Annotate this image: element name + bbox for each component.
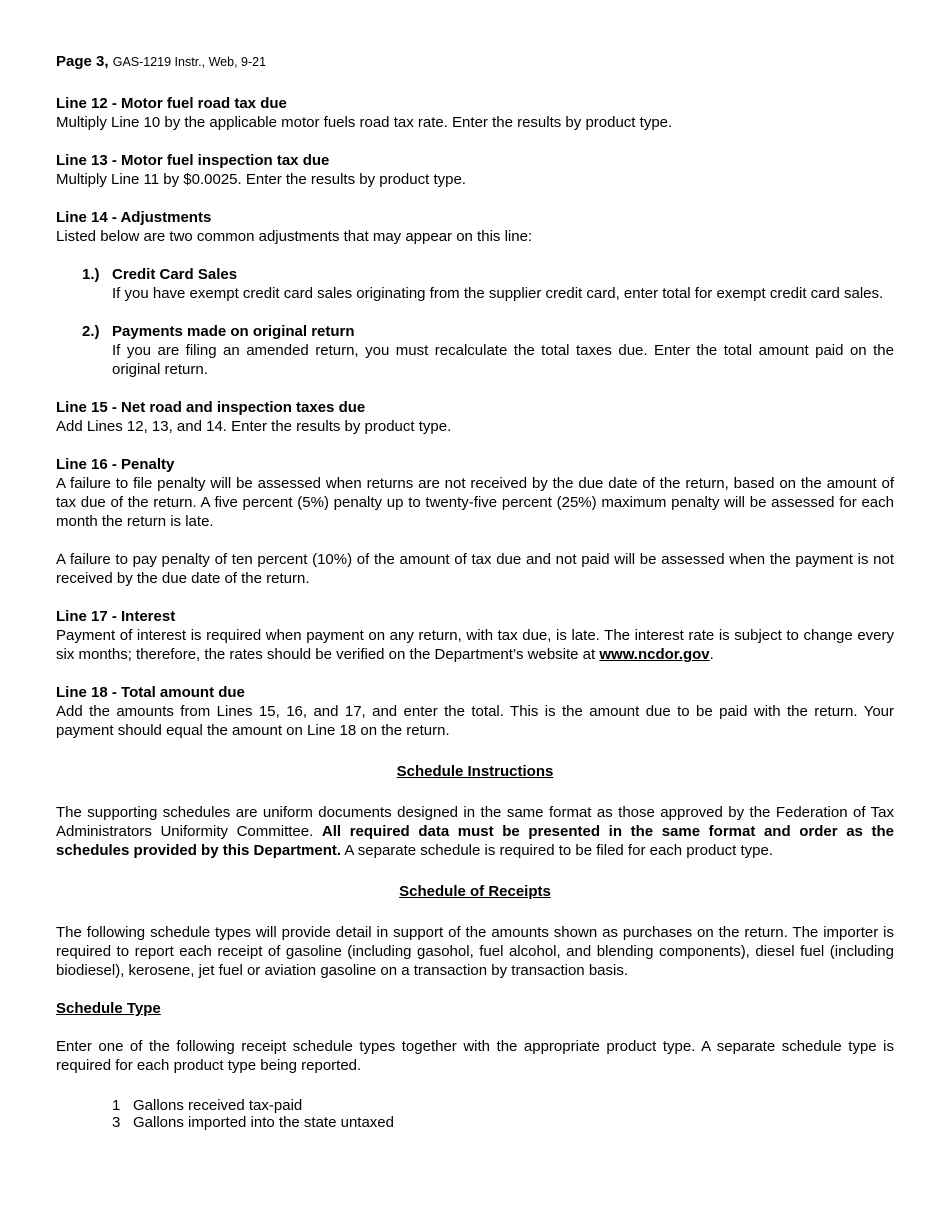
line-18-section <box>56 683 894 740</box>
page-header: Page 3, GAS-1219 Instr., Web, 9-21 <box>56 53 267 70</box>
line-13-section <box>56 151 894 189</box>
adjustments-list <box>82 265 894 379</box>
schedule-instructions-text <box>56 803 894 860</box>
schedule-type-heading: Schedule Type <box>56 1000 161 1017</box>
line-17-section <box>56 607 894 664</box>
list-item <box>82 322 894 379</box>
line-14-text: Listed below are two common adjustments that may appear on this line: <box>56 228 533 245</box>
list-item <box>112 1113 894 1130</box>
schedule-type-number: 1 <box>112 1097 121 1114</box>
line-18-heading: Line 18 - Total amount due <box>56 684 245 701</box>
list-item <box>112 1096 894 1113</box>
list-item <box>82 265 894 303</box>
schedule-instructions-bold-text: All required data must be presented in the same format and order as the schedules provided by this Department. <box>56 823 894 859</box>
page-label: Page 3 <box>56 53 105 70</box>
line-16-heading: Line 16 - Penalty <box>56 456 175 473</box>
schedule-instructions-heading: Schedule Instructions <box>396 763 554 780</box>
schedule-type-text: Enter one of the following receipt schedule types together with the appropriate product type. A separate schedule type is required for each product type being reported. <box>56 1038 894 1074</box>
document-page <box>56 52 894 1130</box>
line-13-heading: Line 13 - Motor fuel inspection tax due <box>56 152 330 169</box>
list-item-title: Payments made on original return <box>112 323 355 340</box>
line-16-paragraph-2: A failure to pay penalty of ten percent (10%) of the amount of tax due and not paid will be assessed when the payment is not received by the due date of the return. <box>56 551 894 587</box>
line-17-heading: Line 17 - Interest <box>56 608 176 625</box>
schedule-instructions-text-body: The supporting schedules are uniform documents designed in the same format as those approved by the Federation of Tax Administrators Uniformity Committee. <box>56 804 894 840</box>
list-item-title: Credit Card Sales <box>112 266 238 283</box>
line-15-heading: Line 15 - Net road and inspection taxes due <box>56 399 366 416</box>
list-item-number: 2.) <box>82 323 100 340</box>
line-16-paragraph-1: A failure to file penalty will be assessed when returns are not received by the due date of the return, based on the amount of tax due of the return. A five percent (5%) penalty up to twenty-five percent (25%) maximum penalty will be assessed for each month the return is late. <box>56 475 894 530</box>
line-17-text-body: Payment of interest is required when payment on any return, with tax due, is late. The interest rate is subject to change every six months; therefore, the rates should be verified on the Department’s website at <box>56 627 894 663</box>
line-12-heading: Line 12 - Motor fuel road tax due <box>56 95 287 112</box>
schedule-instructions-text-end: A separate schedule is required to be filed for each product type. <box>341 842 774 859</box>
line-12-text: Multiply Line 10 by the applicable motor fuels road tax rate. Enter the results by product type. <box>56 114 673 131</box>
line-14-heading: Line 14 - Adjustments <box>56 209 212 226</box>
line-18-text: Add the amounts from Lines 15, 16, and 17, and enter the total. This is the amount due to be paid with the return. Your payment should equal the amount on Line 18 on the return. <box>56 703 894 739</box>
schedule-receipts-text: The following schedule types will provide detail in support of the amounts shown as purchases on the return. The importer is required to report each receipt of gasoline (including gasohol, fuel alcohol, and blending components), diesel fuel (including biodiesel), kerosene, jet fuel or aviation gasoline on a transaction by transaction basis. <box>56 924 894 979</box>
line-12-section <box>56 94 894 132</box>
line-14-section <box>56 208 894 246</box>
line-15-text: Add Lines 12, 13, and 14. Enter the results by product type. <box>56 418 452 435</box>
list-item-text: If you are filing an amended return, you must recalculate the total taxes due. Enter the total amount paid on the original return. <box>112 342 894 378</box>
line-16-section <box>56 455 894 531</box>
schedule-type-list <box>112 1096 894 1130</box>
line-17-text <box>56 626 894 664</box>
schedule-receipts-heading: Schedule of Receipts <box>399 883 551 900</box>
line-13-text: Multiply Line 11 by $0.0025. Enter the results by product type. <box>56 171 466 188</box>
line-17-text-end: . <box>709 646 714 663</box>
form-id: GAS-1219 Instr., Web, 9-21 <box>112 55 267 69</box>
line-15-section <box>56 398 894 436</box>
schedule-type-number: 3 <box>112 1114 121 1131</box>
schedule-type-label: Gallons imported into the state untaxed <box>133 1114 394 1131</box>
list-item-number: 1.) <box>82 266 100 283</box>
list-item-text: If you have exempt credit card sales originating from the supplier credit card, enter total for exempt credit card sales. <box>112 285 884 302</box>
schedule-type-label: Gallons received tax-paid <box>133 1097 303 1114</box>
ncdor-website-link[interactable]: www.ncdor.gov <box>599 646 710 663</box>
